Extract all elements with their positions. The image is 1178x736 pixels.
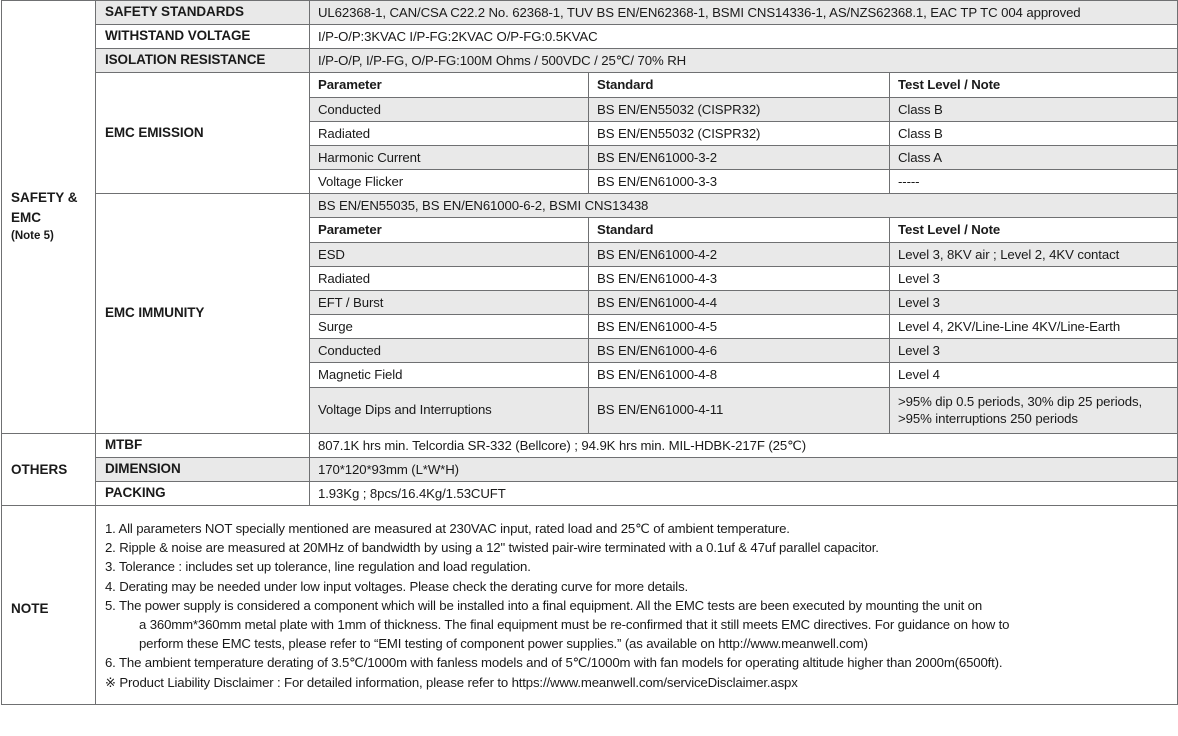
note-item-line3: perform these EMC tests, please refer to “EMI testing of component power supplies.” (as available on http://www.meanwell.com) <box>139 636 868 652</box>
safety-emc-line1: SAFETY & <box>11 190 78 206</box>
section-label-text <box>2 188 95 245</box>
table-row <box>2 481 1178 505</box>
table-row <box>2 505 1178 704</box>
safety-emc-line2: EMC <box>11 209 41 225</box>
value-text: BS EN/EN61000-4-6 <box>597 343 717 359</box>
section-label-safety-emc <box>2 1 96 434</box>
header-test-level-immunity <box>890 218 1178 242</box>
row-value-withstand-voltage <box>310 25 1178 49</box>
table-row <box>2 49 1178 73</box>
value-text: BS EN/EN61000-3-2 <box>597 149 717 165</box>
cell-standard <box>589 290 890 314</box>
header-text: Parameter <box>318 77 382 93</box>
value-text: I/P-O/P:3KVAC I/P-FG:2KVAC O/P-FG:0.5KVAC <box>318 29 598 45</box>
row-label-isolation-resistance <box>96 49 310 73</box>
note-item: 3. Tolerance : includes set up tolerance, line regulation and load regulation. <box>105 559 531 575</box>
value-text: BS EN/EN61000-4-8 <box>597 367 717 383</box>
cell-test-level <box>890 121 1178 145</box>
test-level-line1: >95% dip 0.5 periods, 30% dip 25 periods, <box>898 393 1143 409</box>
cell-parameter <box>310 315 589 339</box>
value-text: BS EN/EN55032 (CISPR32) <box>597 125 761 141</box>
row-value-dimension <box>310 457 1178 481</box>
test-level-line2: >95% interruptions 250 periods <box>898 411 1078 426</box>
row-label-packing <box>96 481 310 505</box>
cell-test-level <box>890 97 1178 121</box>
note-item: 6. The ambient temperature derating of 3.5℃/1000m with fanless models and of 5℃/1000m with fan models for operating altitude higher than 2000m(6500ft). <box>105 655 1003 671</box>
cell-standard <box>589 121 890 145</box>
cell-parameter <box>310 121 589 145</box>
row-label-mtbf <box>96 433 310 457</box>
cell-test-level <box>890 170 1178 194</box>
value-text: Class A <box>898 149 943 165</box>
cell-test-level <box>890 145 1178 169</box>
value-text: Surge <box>318 319 353 335</box>
row-label-emc-emission <box>96 73 310 194</box>
cell-standard <box>589 339 890 363</box>
note-item-disclaimer: ※ Product Liability Disclaimer : For detailed information, please refer to https://www.meanwell.com/serviceDisclaimer.aspx <box>105 674 798 690</box>
table-row <box>2 25 1178 49</box>
cell-standard <box>589 97 890 121</box>
cell-parameter <box>310 363 589 387</box>
cell-test-level <box>890 266 1178 290</box>
value-text: Level 3 <box>898 343 940 359</box>
cell-standard <box>589 170 890 194</box>
value-text: ESD <box>318 246 345 262</box>
header-text: Test Level / Note <box>898 77 1001 93</box>
value-text: Level 4, 2KV/Line-Line 4KV/Line-Earth <box>898 319 1121 335</box>
cell-parameter <box>310 387 589 433</box>
label-text: EMC EMISSION <box>105 124 204 140</box>
row-label-withstand-voltage <box>96 25 310 49</box>
value-text: Harmonic Current <box>318 149 421 165</box>
label-text: PACKING <box>105 484 166 500</box>
cell-parameter <box>310 97 589 121</box>
cell-standard <box>589 242 890 266</box>
table-row <box>2 457 1178 481</box>
row-label-dimension <box>96 457 310 481</box>
value-text: UL62368-1, CAN/CSA C22.2 No. 62368-1, TUV BS EN/EN62368-1, BSMI CNS14336-1, AS/NZS62368.1, EAC TP TC 004 approved <box>318 5 1081 20</box>
cell-test-level <box>890 290 1178 314</box>
value-text: BS EN/EN55032 (CISPR32) <box>597 101 761 117</box>
value-text: Conducted <box>318 101 381 117</box>
cell-parameter <box>310 145 589 169</box>
row-value-mtbf <box>310 433 1178 457</box>
value-text: Level 3, 8KV air ; Level 2, 4KV contact <box>898 246 1120 262</box>
value-text: BS EN/EN61000-4-4 <box>597 294 717 310</box>
cell-standard <box>589 145 890 169</box>
value-text: Level 4 <box>898 367 940 383</box>
note-item: 4. Derating may be needed under low input voltages. Please check the derating curve for more details. <box>105 578 689 594</box>
value-text: Radiated <box>318 125 370 141</box>
row-label-emc-immunity <box>96 194 310 433</box>
notes-cell <box>96 505 1178 704</box>
value-text: 170*120*93mm (L*W*H) <box>318 461 459 477</box>
safety-emc-note-tag: (Note 5) <box>11 230 54 243</box>
label-text: SAFETY STANDARDS <box>105 4 244 20</box>
header-text: Test Level / Note <box>898 222 1001 238</box>
cell-standard <box>589 315 890 339</box>
cell-parameter <box>310 242 589 266</box>
value-text: BS EN/EN61000-4-3 <box>597 270 717 286</box>
value-text: BS EN/EN61000-4-5 <box>597 319 717 335</box>
label-text: EMC IMMUNITY <box>105 304 205 320</box>
value-text: BS EN/EN61000-4-11 <box>597 402 724 418</box>
table-row <box>2 433 1178 457</box>
value-text: Magnetic Field <box>318 367 403 383</box>
value-text: BS EN/EN61000-3-3 <box>597 174 717 190</box>
header-text: Parameter <box>318 222 382 238</box>
value-text: Level 3 <box>898 270 940 286</box>
cell-standard <box>589 266 890 290</box>
note-item-line1: 5. The power supply is considered a component which will be installed into a final equipment. All the EMC tests are been executed by mounting the unit on <box>105 597 983 613</box>
value-text: Level 3 <box>898 294 940 310</box>
header-test-level-emission <box>890 73 1178 97</box>
cell-standard <box>589 387 890 433</box>
value-text: 807.1K hrs min. Telcordia SR-332 (Bellcore) ; 94.9K hrs min. MIL-HDBK-217F (25℃) <box>318 437 807 453</box>
label-text: DIMENSION <box>105 460 181 476</box>
note-item <box>105 596 1171 654</box>
table-row <box>2 73 1178 97</box>
value-text: BS EN/EN55035, BS EN/EN61000-6-2, BSMI CNS13438 <box>318 198 649 214</box>
value-text: BS EN/EN61000-4-2 <box>597 246 717 262</box>
row-label-safety-standards <box>96 1 310 25</box>
cell-parameter <box>310 339 589 363</box>
value-text: I/P-O/P, I/P-FG, O/P-FG:100M Ohms / 500VDC / 25℃/ 70% RH <box>318 53 687 69</box>
cell-test-level <box>890 242 1178 266</box>
header-standard-emission <box>589 73 890 97</box>
header-standard-immunity <box>589 218 890 242</box>
row-value-isolation-resistance <box>310 49 1178 73</box>
section-label-note <box>2 505 96 704</box>
label-text: WITHSTAND VOLTAGE <box>105 28 251 44</box>
cell-test-level <box>890 339 1178 363</box>
cell-test-level <box>890 387 1178 433</box>
table-row <box>2 1 1178 25</box>
value-text: Class B <box>898 125 943 141</box>
cell-standard <box>589 363 890 387</box>
value-text: Radiated <box>318 270 370 286</box>
section-label-text: OTHERS <box>11 461 68 477</box>
label-text: MTBF <box>105 436 143 452</box>
section-label-others <box>2 433 96 505</box>
header-text: Standard <box>597 77 654 93</box>
header-parameter-immunity <box>310 218 589 242</box>
value-text: 1.93Kg ; 8pcs/16.4Kg/1.53CUFT <box>318 485 506 501</box>
cell-parameter <box>310 170 589 194</box>
label-text: ISOLATION RESISTANCE <box>105 52 266 68</box>
header-parameter-emission <box>310 73 589 97</box>
value-text: Class B <box>898 101 943 117</box>
notes-list <box>96 514 1177 696</box>
row-value-packing <box>310 481 1178 505</box>
value-text: ----- <box>898 174 920 190</box>
note-item-line2: a 360mm*360mm metal plate with 1mm of thickness. The final equipment must be re-confirmed that it still meets EMC directives. For guidance on how to <box>139 617 1010 633</box>
cell-parameter <box>310 266 589 290</box>
row-value-safety-standards <box>310 1 1178 25</box>
cell-test-level <box>890 363 1178 387</box>
section-label-text: NOTE <box>11 600 49 616</box>
header-text: Standard <box>597 222 654 238</box>
cell-parameter <box>310 290 589 314</box>
value-text: Conducted <box>318 343 381 359</box>
spec-table <box>1 0 1178 705</box>
value-text: Voltage Dips and Interruptions <box>318 402 492 418</box>
value-text: EFT / Burst <box>318 294 384 310</box>
note-item: 2. Ripple & noise are measured at 20MHz of bandwidth by using a 12" twisted pair-wire terminated with a 0.1uf & 47uf parallel capacitor. <box>105 540 879 556</box>
note-item: 1. All parameters NOT specially mentioned are measured at 230VAC input, rated load and 25℃ of ambient temperature. <box>105 521 790 537</box>
cell-test-level <box>890 315 1178 339</box>
table-row <box>2 194 1178 218</box>
cell-immunity-standards-line <box>310 194 1178 218</box>
value-text <box>890 390 1177 430</box>
value-text: Voltage Flicker <box>318 174 403 190</box>
